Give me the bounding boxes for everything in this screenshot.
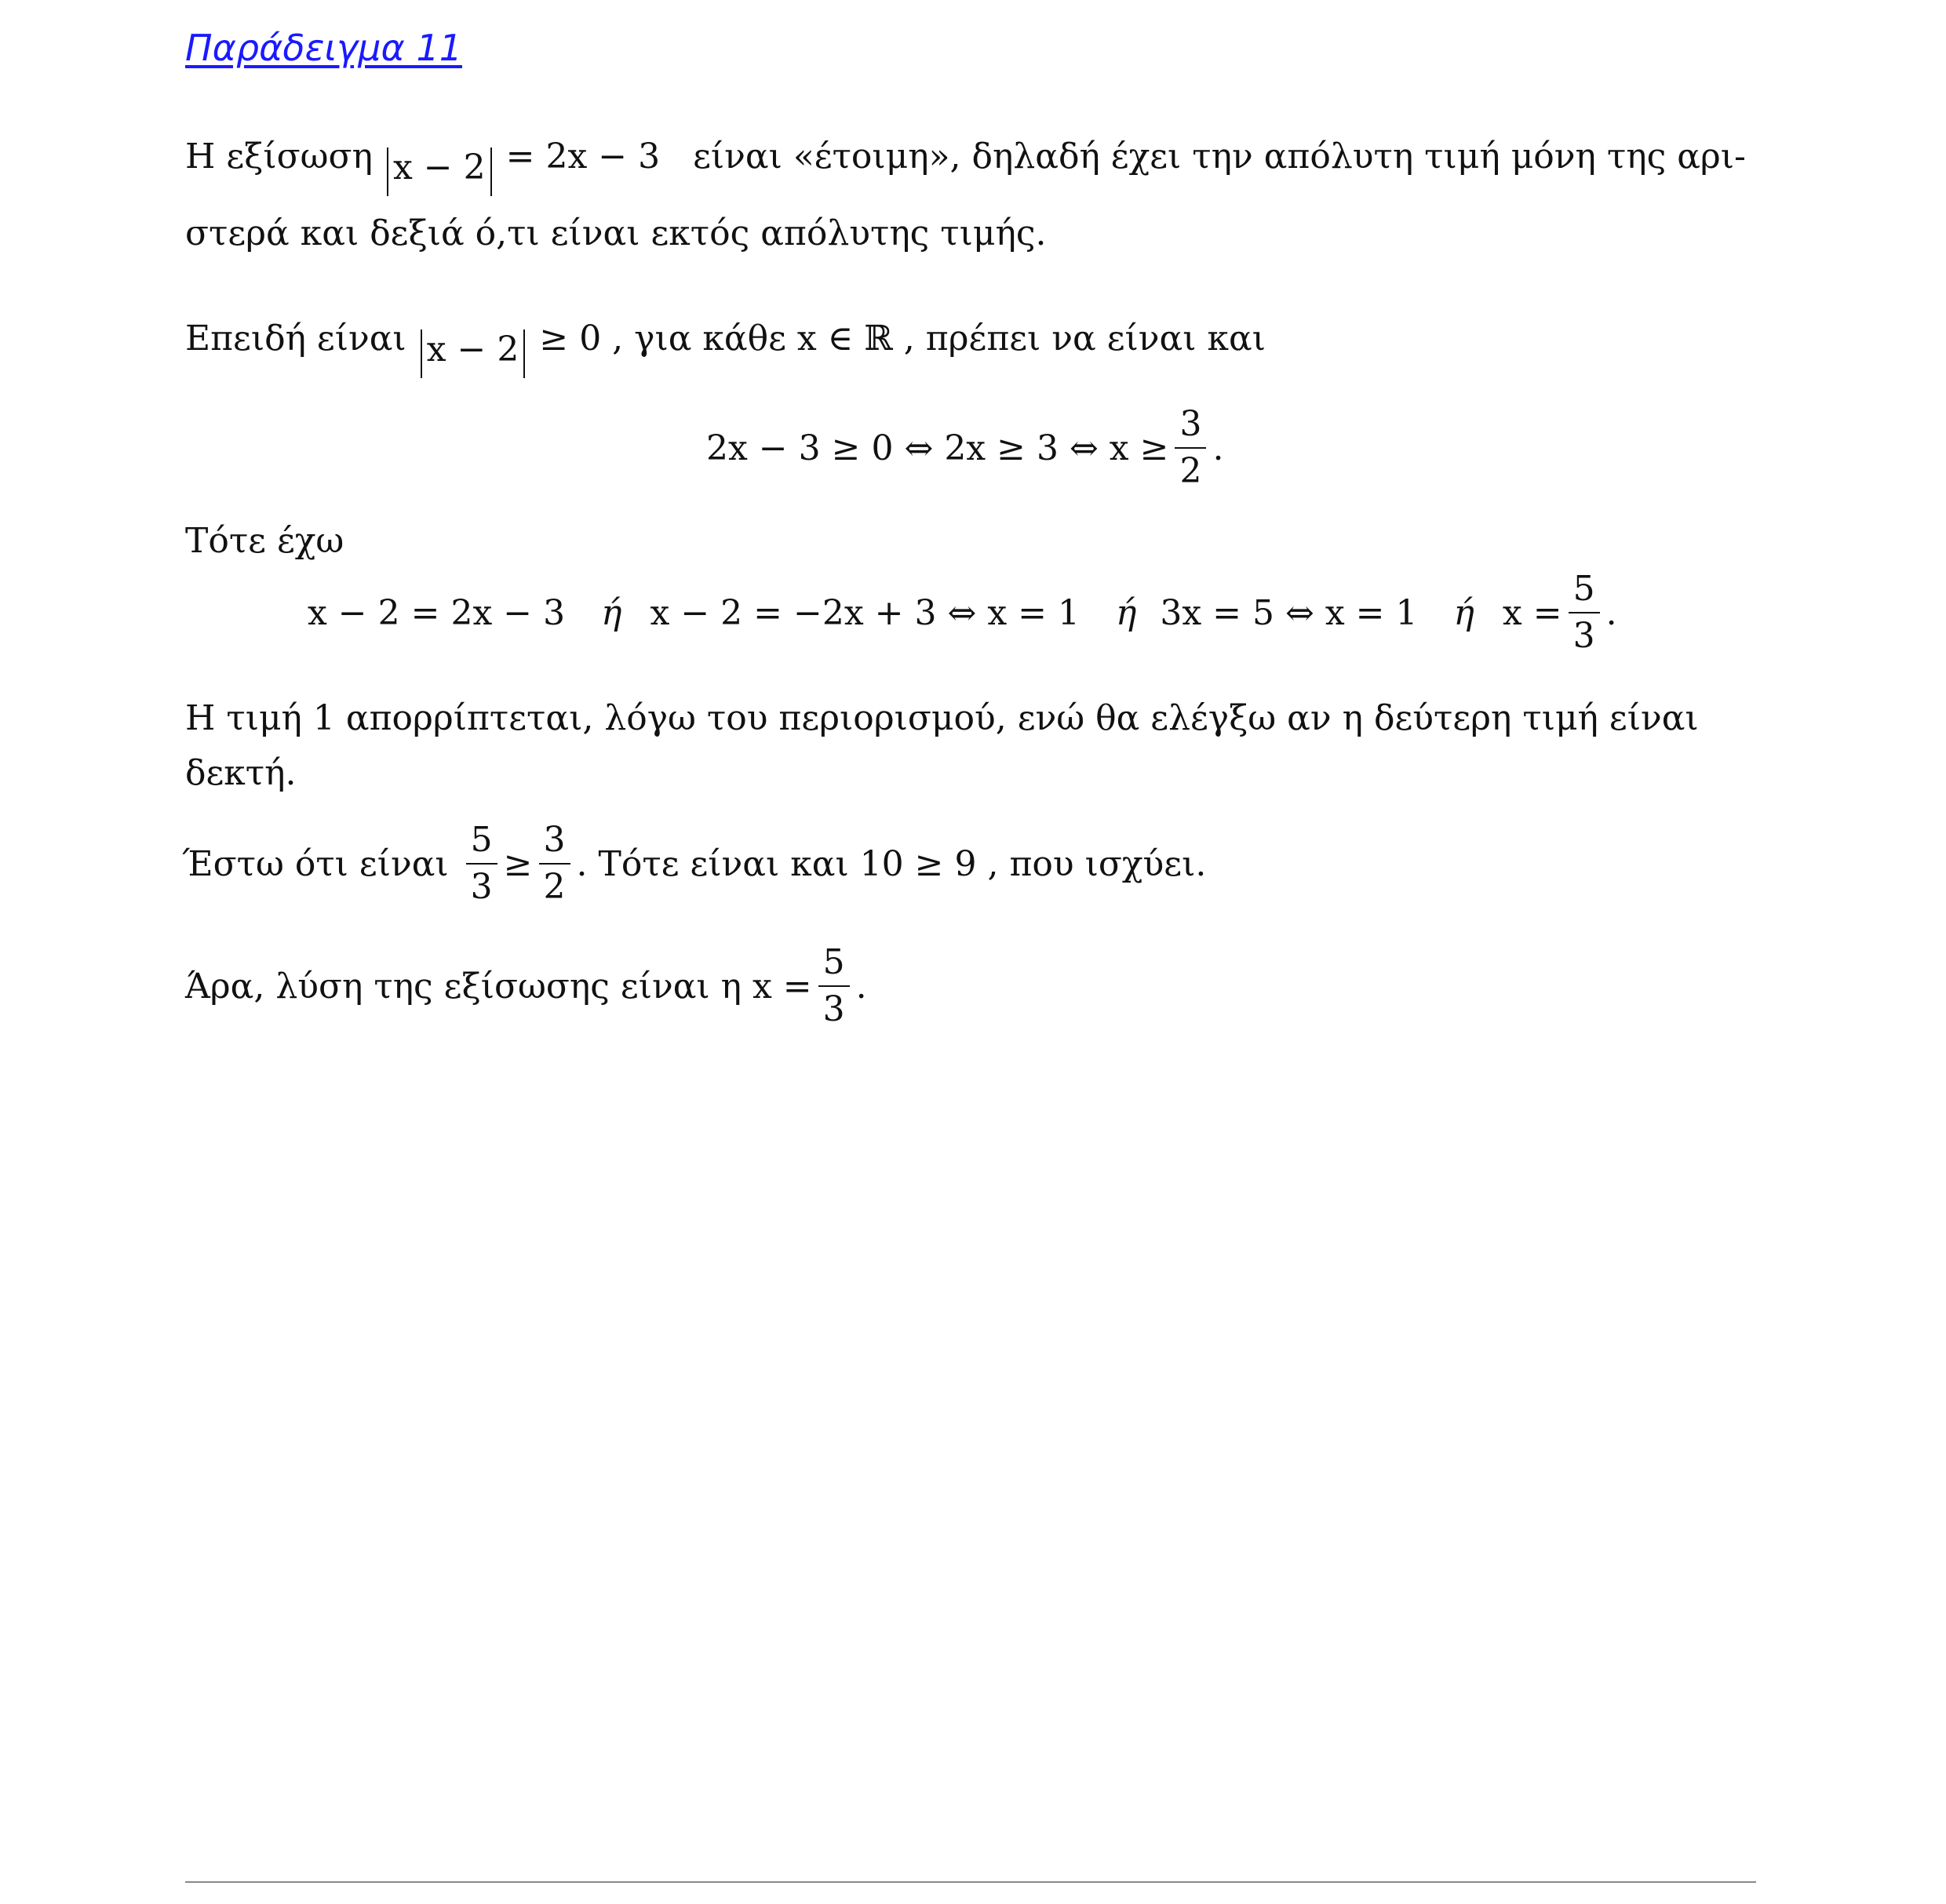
equation-1 <box>706 406 1223 490</box>
eq1-end: . <box>1212 428 1224 468</box>
p1-abs-expr: x − 2 <box>392 147 486 187</box>
p5-denominator-1: 3 <box>470 867 493 908</box>
p5-numerator-1: 5 <box>466 822 497 865</box>
eq2-part3: 3x = 5 ⇔ x = 1 <box>1160 592 1418 633</box>
paragraph-6 <box>185 942 867 1030</box>
p2-ineq: ≥ 0 , για κάθε x ∈ ℝ , πρέπει να είναι και <box>539 319 1266 359</box>
eq2-fraction <box>1569 569 1600 657</box>
example-heading-link[interactable]: Παράδειγμα 11 <box>185 27 462 69</box>
equation-2 <box>308 569 1617 657</box>
p5-numerator-2: 3 <box>539 822 570 865</box>
eq2-numerator: 5 <box>1569 571 1600 613</box>
paragraph-1-line-1 <box>185 137 1746 196</box>
p1-rhs: = 2x − 3 <box>505 137 661 177</box>
p5-rest: . Τότε είναι και 10 ≥ 9 , που ισχύει. <box>576 843 1207 884</box>
p2-abs-expr: x − 2 <box>426 329 519 370</box>
eq2-part4: x = <box>1502 592 1562 633</box>
footer-divider <box>185 1881 1756 1883</box>
paragraph-4-line-2: δεκτή. <box>185 753 297 793</box>
eq2-or-1: ή <box>601 592 622 633</box>
p6-end: . <box>855 966 867 1007</box>
eq1-numerator: 3 <box>1175 406 1206 449</box>
eq2-part1: x − 2 = 2x − 3 <box>308 592 566 633</box>
p1-rest: είναι «έτοιμη», δηλαδή έχει την απόλυτη τιμή μόνη της αρι- <box>693 137 1746 177</box>
p1-lead: Η εξίσωση <box>185 137 373 177</box>
eq1-fraction <box>1175 406 1206 490</box>
p6-numerator: 5 <box>818 945 850 987</box>
paragraph-4-line-1: Η τιμή 1 απορρίπτεται, λόγω του περιορισμού, ενώ θα ελέγξω αν η δεύτερη τιμή είναι <box>185 698 1699 738</box>
paragraph-5 <box>182 820 1207 908</box>
eq2-denominator: 3 <box>1572 616 1595 657</box>
eq1-denominator: 2 <box>1179 451 1202 492</box>
paragraph-2 <box>185 319 1266 378</box>
paragraph-1-line-2: στερά και δεξιά ό,τι είναι εκτός απόλυτης τιμής. <box>185 213 1047 253</box>
p5-lead: Έστω ότι είναι <box>182 843 449 884</box>
p5-fraction-2 <box>539 820 570 908</box>
eq2-end: . <box>1605 592 1617 633</box>
p2-lead: Επειδή είναι <box>185 319 406 359</box>
p5-fraction-1 <box>466 820 497 908</box>
p6-lead: Άρα, λύση της εξίσωσης είναι η x = <box>185 966 812 1007</box>
eq2-part2: x − 2 = −2x + 3 ⇔ x = 1 <box>650 592 1081 633</box>
p1-absolute-value <box>387 147 492 196</box>
eq1-left: 2x − 3 ≥ 0 ⇔ 2x ≥ 3 ⇔ x ≥ <box>706 428 1169 468</box>
p6-denominator: 3 <box>822 989 845 1030</box>
eq2-or-2: ή <box>1116 592 1137 633</box>
eq2-or-3: ή <box>1453 592 1474 633</box>
p5-ge: ≥ <box>503 843 533 884</box>
p6-fraction <box>818 942 850 1030</box>
p2-absolute-value <box>421 329 526 378</box>
p5-denominator-2: 2 <box>543 867 566 908</box>
paragraph-3: Τότε έχω <box>185 521 344 561</box>
